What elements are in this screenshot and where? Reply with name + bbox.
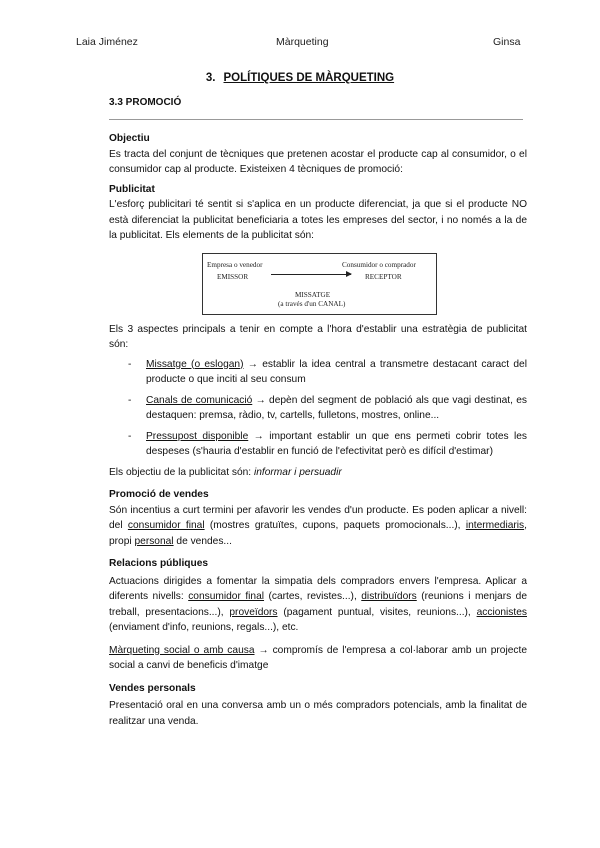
diagram-left-bottom: EMISSOR <box>217 272 249 281</box>
list-item: - Missatge (o eslogan) → establir la idea central a transmetre destacant caract del producte o que inciti al seu consum <box>128 358 527 385</box>
aspect-term: Missatge (o eslogan) <box>146 358 244 370</box>
publicitat-heading: Publicitat <box>109 183 155 195</box>
aspect-term: Pressupost disponible <box>146 430 249 442</box>
vendes-heading: Vendes personals <box>109 682 196 694</box>
diagram-right-bottom: RECEPTOR <box>365 272 402 281</box>
aspect-text: → establir la idea central a transmetre destacant caract del producte o que inciti al seu consum <box>146 358 527 385</box>
header-subject: Màrqueting <box>276 36 329 48</box>
aspect-text: → depèn del segment de població als que vagi destinat, es destaquen: premsa, ràdio, tv, cartells, fulletons, mostres, online... <box>146 394 527 421</box>
list-item: - Pressupost disponible → important establir un que ens permeti cobrir totes les despeses (s'hauria d'establir en funció de l'efectivitat però es difícil d'estimar) <box>128 430 528 457</box>
communication-diagram <box>202 253 437 315</box>
aspect-text: → important establir un que ens permeti cobrir totes les despeses (s'hauria d'establir en funció de l'efectivitat però es difícil d'estimar) <box>146 430 528 457</box>
header-author: Laia Jiménez <box>76 36 138 48</box>
section-subtitle: 3.3 PROMOCIÓ <box>109 97 182 108</box>
title-text: POLÍTIQUES DE MÀRQUETING <box>223 72 395 84</box>
diagram-middle-bottom: (a través d'un CANAL) <box>278 299 346 308</box>
page-title <box>0 72 600 84</box>
relacions-text: Actuacions dirigides a fomentar la simpatia dels compradors envers l'empresa. Aplicar a diferents nivells: consumidor final (cartes, revistes...), distribuïdors (reunions i menjars de treball, presentacions...), proveïdors (pagament puntual, visites, reunions...), accionistes (enviament d'info, reunions, regals...), etc. <box>109 575 527 633</box>
header-school: Ginsa <box>493 36 521 48</box>
diagram-right-top: Consumidor o comprador <box>342 260 416 269</box>
promocio-heading: Promoció de vendes <box>109 489 209 500</box>
objectiu-heading: Objectiu <box>109 133 150 144</box>
vendes-text: Presentació oral en una conversa amb un o més compradors potencials, amb la finalitat de realitzar una venda. <box>109 700 527 727</box>
diagram-middle-top: MISSATGE <box>295 290 331 299</box>
list-item: - Canals de comunicació → depèn del segment de població als que vagi destinat, es destaquen: premsa, ràdio, tv, cartells, fulletons, mostres, online... <box>128 394 527 421</box>
relacions-heading: Relacions públiques <box>109 558 209 569</box>
document-body <box>109 131 527 729</box>
aspects-intro: Els 3 aspectes principals a tenir en compte a l'hora d'establir una estratègia de publicitat són: <box>109 323 527 350</box>
aspect-term: Canals de comunicació <box>146 394 253 406</box>
marqueting-social: Màrqueting social o amb causa → compromís de l'empresa a col·laborar amb un projecte social a canvi de beneficis d'imatge <box>109 644 527 671</box>
objectiu-text: Es tracta del conjunt de tècniques que pretenen acostar el producte cap al consumidor, o el consumidor cap al producte. Existeixen 4 tècniques de promoció: <box>109 148 527 175</box>
divider <box>109 119 523 120</box>
aspects-list <box>109 357 527 460</box>
publicitat-text: L'esforç publicitari té sentit si s'aplica en un producte diferenciat, ja que si el producte NO està diferenciat la publicitat beneficiaria a totes les empreses del sector, i no només a la de la publicitat. Els elements de la publicitat són: <box>109 199 527 241</box>
publicitat-objectius: Els objectiu de la publicitat són: informar i persuadir <box>109 466 342 478</box>
promocio-text: Són incentius a curt termini per afavorir les vendes d'un producte. Es poden aplicar a nivell: del consumidor final (mostres gratuïtes, cupons, paquets promocionals...), intermediaris, propi personal de vendes... <box>109 504 527 547</box>
diagram-left-top: Empresa o venedor <box>207 260 263 269</box>
arrow-icon <box>271 274 351 275</box>
publicitat-objectius-value: informar i persuadir <box>253 466 342 478</box>
title-number: 3. <box>205 72 216 84</box>
